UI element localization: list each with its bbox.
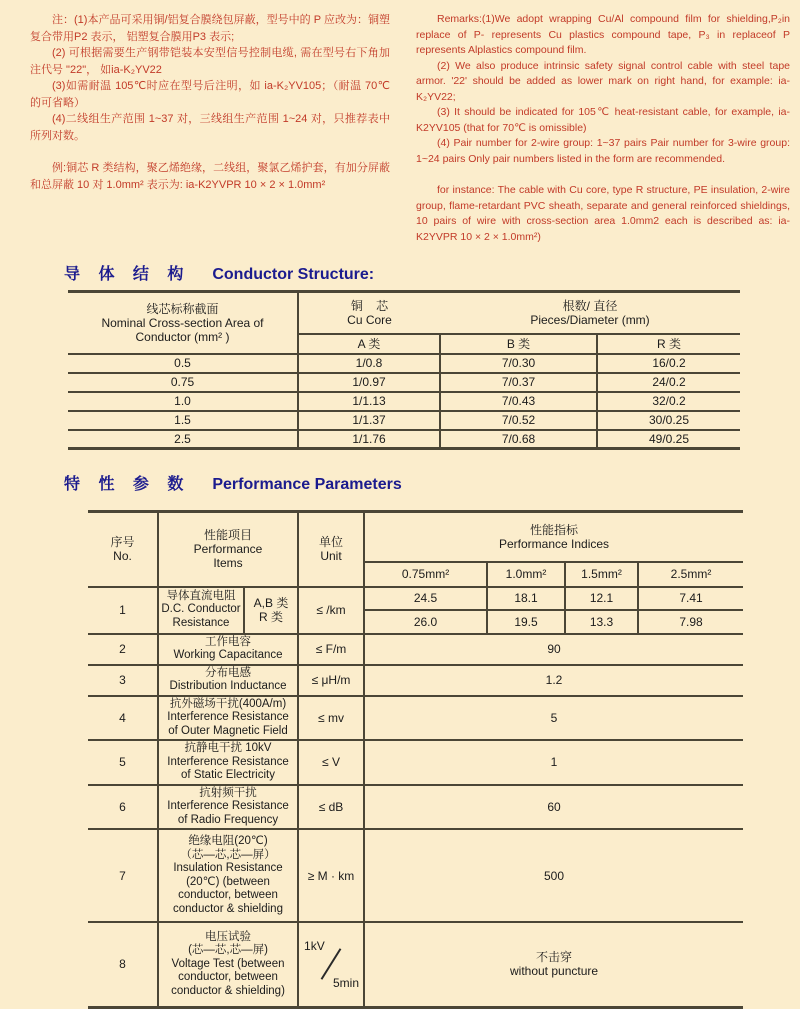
header-nominal-area: 线芯标称截面 Nominal Cross-section Area of Conductor (mm² ) xyxy=(68,292,298,354)
cell-item: 抗外磁场干扰(400A/m) Interference Resistance of Outer Magnetic Field xyxy=(158,696,298,741)
table-row xyxy=(88,829,743,922)
note-paragraph-en-4: (4) Pair number for 2-wire group: 1~37 pairs Pair number for 3-wire group: 1~24 pairs Only pair numbers listed in the form are recommended. xyxy=(416,137,790,165)
conductor-structure-heading xyxy=(64,261,800,284)
header-cu-core: 铜 芯 Cu Core xyxy=(298,292,440,334)
cell-no: 7 xyxy=(88,829,158,922)
unit-denominator: 5min xyxy=(333,975,360,990)
cell-value: 7.41 xyxy=(638,587,743,610)
cell-value: 500 xyxy=(364,829,743,922)
cell-class-r: 24/0.2 xyxy=(597,373,740,392)
notes-english xyxy=(416,12,790,245)
cell-no: 2 xyxy=(88,634,158,665)
cell-class-a: 1/0.97 xyxy=(298,373,440,392)
note-paragraph-cn-1: 注：(1)本产品可采用铜/铝复合膜绕包屏蔽，型号中的 P 应改为：铜塑复合带用P2 表示， 铝塑复合膜用P3 表示; xyxy=(30,14,390,43)
note-paragraph-en-1: Remarks:(1)We adopt wrapping Cu/Al compound film for shielding,P₂in replace of P- represents Cu plastics compound tape, P₃ in replaceof P represents Alplastics compound film. xyxy=(416,13,790,56)
cell-class-r: 30/0.25 xyxy=(597,411,740,430)
cell-class-r: 49/0.25 xyxy=(597,430,740,449)
header-class-b: B 类 xyxy=(440,334,597,354)
conductor-structure-table xyxy=(68,290,740,450)
cell-area: 0.75 xyxy=(68,373,298,392)
header-size-075: 0.75mm² xyxy=(364,562,487,587)
table-row xyxy=(68,373,740,392)
cell-item: 工作电容 Working Capacitance xyxy=(158,634,298,665)
performance-parameters-table xyxy=(88,510,743,1009)
table-row xyxy=(88,587,743,610)
table-row xyxy=(88,785,743,830)
cell-no: 4 xyxy=(88,696,158,741)
cell-value: 不击穿 without puncture xyxy=(364,922,743,1007)
header-size-15: 1.5mm² xyxy=(565,562,638,587)
cell-class-b: 7/0.52 xyxy=(440,411,597,430)
notes-chinese xyxy=(30,12,390,245)
cell-class-a: 1/1.37 xyxy=(298,411,440,430)
header-pieces-diameter: 根数/ 直径 Pieces/Diameter (mm) xyxy=(440,292,740,334)
header-unit: 单位 Unit xyxy=(298,512,364,587)
cell-unit: ≤ V xyxy=(298,740,364,785)
table-row xyxy=(88,634,743,665)
cell-item: 导体直流电阻 D.C. Conductor Resistance xyxy=(158,587,244,634)
table-row xyxy=(88,665,743,696)
performance-heading-english: Performance Parameters xyxy=(212,476,402,493)
cell-no: 6 xyxy=(88,785,158,830)
cell-unit: ≤ F/m xyxy=(298,634,364,665)
cell-class-b: 7/0.68 xyxy=(440,430,597,449)
header-size-10: 1.0mm² xyxy=(487,562,565,587)
note-example-cn: 例:铜芯 R 类结构，聚乙烯绝缘，二线组，聚氯乙烯护套，有加分屏蔽和总屏蔽 10 对 1.0mm² 表示为: ia-K2YVPR 10 × 2 × 1.0mm² xyxy=(30,162,390,191)
header-size-25: 2.5mm² xyxy=(638,562,743,587)
cell-no: 8 xyxy=(88,922,158,1007)
cell-class-r: 32/0.2 xyxy=(597,392,740,411)
cell-value: 7.98 xyxy=(638,610,743,634)
cell-item: 抗静电干扰 10kV Interference Resistance of Static Electricity xyxy=(158,740,298,785)
cell-class-b: 7/0.30 xyxy=(440,354,597,373)
cell-item: 电压试验 (芯—芯,芯—屏) Voltage Test (between conductor, between conductor & shielding) xyxy=(158,922,298,1007)
cell-value: 26.0 xyxy=(364,610,487,634)
table-row xyxy=(68,430,740,449)
table-header-row xyxy=(68,292,740,334)
cell-class-a: 1/1.13 xyxy=(298,392,440,411)
cell-value: 1 xyxy=(364,740,743,785)
cell-no: 5 xyxy=(88,740,158,785)
cell-item: 绝缘电阻(20℃) （芯—芯,芯—屏） Insulation Resistance (20℃) (between conductor, between conductor & shielding xyxy=(158,829,298,922)
cell-unit: ≥ M · km xyxy=(298,829,364,922)
cell-unit: ≤ dB xyxy=(298,785,364,830)
cell-value: 24.5 xyxy=(364,587,487,610)
notes-section xyxy=(0,0,800,245)
header-class-r: R 类 xyxy=(597,334,740,354)
header-no: 序号 No. xyxy=(88,512,158,587)
cell-class-b: 7/0.43 xyxy=(440,392,597,411)
note-paragraph-en-2: (2) We also produce intrinsic safety signal control cable with steel tape armor. '22' should be added as lower mark on right hand, for example: ia-K₂YV22; xyxy=(416,59,790,103)
header-performance-indices: 性能指标 Performance Indices xyxy=(364,512,743,562)
note-example-en: for instance: The cable with Cu core, type R structure, PE insulation, 2-wire group, flame-retardant PVC sheath, separate and general reinforced shieldings, 10 pairs of wire with cross-section area 1.0mm2 each is described as: ia-K2YVPR 10 × 2 × 1.0mm²) xyxy=(416,184,790,243)
cell-no: 1 xyxy=(88,587,158,634)
cell-value: 18.1 xyxy=(487,587,565,610)
cell-area: 2.5 xyxy=(68,430,298,449)
cell-item: 分布电感 Distribution Inductance xyxy=(158,665,298,696)
table-row xyxy=(68,354,740,373)
cell-value: 12.1 xyxy=(565,587,638,610)
cell-value: 1.2 xyxy=(364,665,743,696)
table-row xyxy=(88,740,743,785)
note-paragraph-cn-4: (4)二线组生产范围 1~37 对，三线组生产范围 1~24 对，只推荐表中所列对数。 xyxy=(30,113,390,142)
cell-value: 60 xyxy=(364,785,743,830)
cell-class-b: 7/0.37 xyxy=(440,373,597,392)
cell-class-a: 1/0.8 xyxy=(298,354,440,373)
performance-heading-chinese: 特 性 参 数 xyxy=(64,476,191,493)
cell-no: 3 xyxy=(88,665,158,696)
header-class-a: A 类 xyxy=(298,334,440,354)
note-paragraph-en-3: (3) It should be indicated for 105℃ heat-resistant cable, for example, ia-K2YV105 (that for 70℃ is omissible) xyxy=(416,106,790,134)
table-row xyxy=(68,392,740,411)
cell-class-r: 16/0.2 xyxy=(597,354,740,373)
table-row xyxy=(68,411,740,430)
cell-class-group: A,B 类 R 类 xyxy=(244,587,298,634)
cell-class-a: 1/1.76 xyxy=(298,430,440,449)
cell-area: 1.0 xyxy=(68,392,298,411)
cell-value: 5 xyxy=(364,696,743,741)
header-performance-items: 性能项目 Performance Items xyxy=(158,512,298,587)
cell-value: 13.3 xyxy=(565,610,638,634)
cell-value: 19.5 xyxy=(487,610,565,634)
conductor-heading-chinese: 导 体 结 构 xyxy=(64,266,191,283)
cell-unit xyxy=(298,922,364,1007)
cell-unit: ≤ mv xyxy=(298,696,364,741)
unit-numerator: 1kV xyxy=(304,939,325,953)
cell-item: 抗射频干扰 Interference Resistance of Radio Frequency xyxy=(158,785,298,830)
cell-unit: ≤ μH/m xyxy=(298,665,364,696)
table-row xyxy=(88,922,743,1007)
table-header-row xyxy=(88,512,743,562)
note-paragraph-cn-3: (3)如需耐温 105℃时应在型号后注明，如 ia-K₂YV105；（耐温 70℃的可省略） xyxy=(30,80,390,109)
note-paragraph-cn-2: (2) 可根据需要生产钢带铠装本安型信号控制电缆, 需在型号右下角加注代号 "22"， 如ia-K₂YV22 xyxy=(30,47,390,76)
cell-unit: ≤ /km xyxy=(298,587,364,634)
cell-value: 90 xyxy=(364,634,743,665)
cell-area: 1.5 xyxy=(68,411,298,430)
conductor-heading-english: Conductor Structure: xyxy=(212,266,375,283)
table-row xyxy=(88,696,743,741)
cell-area: 0.5 xyxy=(68,354,298,373)
performance-parameters-heading xyxy=(64,471,800,494)
